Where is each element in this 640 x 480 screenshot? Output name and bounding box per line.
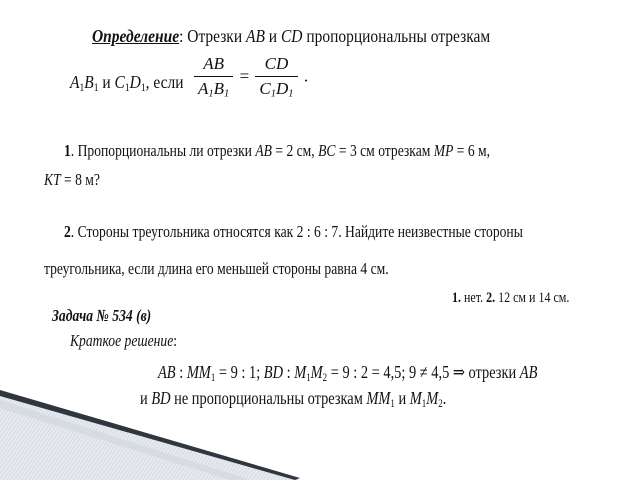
answers: 1. нет. 2. 12 см и 14 см.: [452, 290, 570, 306]
definition-label: Определение: [92, 26, 180, 46]
task-2-line-2: треугольника, если длина его меньшей стороны равна 4 см.: [44, 259, 389, 278]
problem-title: Задача № 534 (в): [52, 306, 152, 325]
solution-line-1: AB : $MM_1 = 9$ : 1; BD : $M_1M_2 = 9$ : 2 = 4,5; 9 ≠ 4,5 ⇒ отрезки AB: [158, 362, 538, 384]
definition-line-2: $A_1B_1$ и $C_1D_1$, если: [70, 72, 184, 94]
task-2-line-1: 2. Стороны треугольника относятся как 2 : 6 : 7. Найдите неизвестные стороны: [64, 222, 523, 241]
proportion-formula: $\frac{AB}{A_1B_1}$ = $\frac{CD}{C_1D_1}$ .: [192, 54, 308, 99]
task-2-number: 2: [64, 222, 71, 241]
decorative-wedge: [0, 390, 640, 480]
problem-subtitle: Краткое решение:: [70, 331, 178, 350]
task-1-line-2: KT = 8 м?: [44, 170, 100, 189]
fraction-ab: $\frac{AB}{A_1B_1}$: [194, 54, 233, 99]
task-1-line-1: 1. Пропорциональны ли отрезки AB = 2 см, BC = 3 см отрезкам MP = 6 м,: [64, 141, 491, 160]
task-1-number: 1: [64, 141, 71, 160]
solution-line-2: и BD не пропорциональны отрезкам $MM_1$ и $M_1M_2$.: [140, 388, 447, 410]
fraction-cd: $\frac{CD}{C_1D_1}$: [255, 54, 297, 99]
definition-line-1: Определение: Отрезки AB и CD пропорциональны отрезкам: [92, 26, 491, 46]
